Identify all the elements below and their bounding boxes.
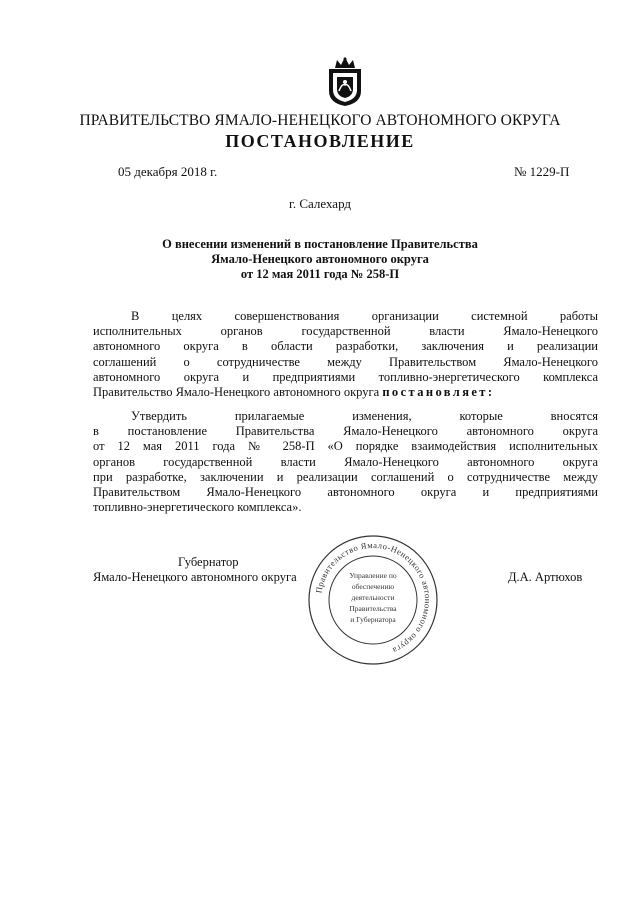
title-line: от 12 мая 2011 года № 258-П (240, 267, 400, 281)
signatory-name: Д.А. Артюхов (508, 570, 583, 584)
signatory-position: Губернатор (178, 555, 239, 569)
document-city: г. Салехард (288, 196, 352, 211)
document-type: ПОСТАНОВЛЕНИЕ (225, 131, 415, 151)
paragraph-line: исполнительных органов государственной власти Ямало-Ненецкого (93, 324, 598, 339)
document-date: 05 декабря 2018 г. (118, 164, 218, 179)
government-title: ПРАВИТЕЛЬСТВО ЯМАЛО-НЕНЕЦКОГО АВТОНОМНОГО ОКРУГА (79, 112, 561, 129)
paragraph-line: в постановление Правительства Ямало-Ненецкого автономного округа (93, 424, 598, 439)
svg-text:Правительство Ямало-Ненецкого: Правительство Ямало-Ненецкого автономного округа (313, 539, 434, 656)
resolve-keyword: постановляет: (382, 385, 495, 400)
paragraph-line: при разработке, заключении и реализации соглашений о сотрудничестве между (93, 469, 598, 484)
paragraph-line: топливно-энергетического комплекса». (93, 500, 302, 515)
paragraph-line: В целях совершенствования организации системной работы (131, 309, 598, 323)
paragraph-line: от 12 мая 2011 года № 258-П «О порядке взаимодействия исполнительных (93, 439, 598, 454)
paragraph-line: соглашений о сотрудничестве между Правительством Ямало-Ненецкого (93, 354, 598, 369)
paragraph-decision (93, 409, 598, 515)
paragraph-line: Правительством Ямало-Ненецкого автономного округа и предприятиями (93, 485, 598, 500)
svg-text:обеспечению: обеспечению (351, 582, 395, 591)
svg-text:и Губернатора: и Губернатора (350, 615, 396, 624)
paragraph-line (93, 385, 598, 400)
paragraph-line: автономного округа и предприятиями топливно-энергетического комплекса (93, 369, 598, 384)
paragraph-line: Утвердить прилагаемые изменения, которые вносятся (131, 409, 598, 423)
paragraph-line: органов государственной власти Ямало-Ненецкого автономного округа (93, 454, 598, 469)
paragraph-preamble (93, 309, 598, 400)
svg-text:Управление по: Управление по (349, 571, 397, 580)
document-number: № 1229-П (514, 164, 570, 179)
svg-text:Правительства: Правительства (349, 604, 397, 613)
paragraph-line: автономного округа в области разработки, заключения и реализации (93, 339, 598, 354)
signatory-region: Ямало-Ненецкого автономного округа (93, 570, 297, 584)
coat-of-arms-emblem (325, 55, 365, 107)
title-line: Ямало-Ненецкого автономного округа (211, 252, 429, 266)
svg-text:деятельности: деятельности (351, 593, 395, 602)
official-stamp (305, 532, 441, 668)
title-line: О внесении изменений в постановление Правительства (162, 237, 478, 251)
paragraph-line-text: Правительство Ямало-Ненецкого автономного округа (93, 385, 380, 400)
document-title (0, 237, 640, 282)
